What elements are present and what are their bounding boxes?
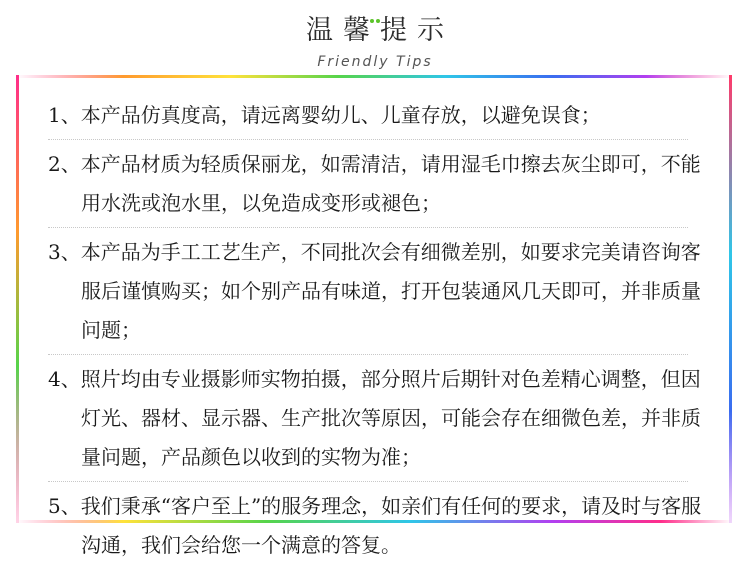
tips-list [48,96,708,565]
divider [48,139,688,141]
divider [48,481,688,483]
tip-1: 1、本产品仿真度高，请远离婴幼儿、儿童存放，以避免误食； [48,103,601,127]
header [0,0,750,80]
tip-5: 5、我们秉承“客户至上”的服务理念，如亲们有任何的要求，请及时与客服沟通，我们会给您一个满意的答复。 [48,494,702,557]
page-title: 温馨提示 [306,15,454,46]
tip-2: 2、本产品材质为轻质保丽龙，如需清洁，请用湿毛巾擦去灰尘即可，不能用水洗或泡水里，以免造成变形或褪色； [48,152,701,215]
tip-3: 3、本产品为手工工艺生产，不同批次会有细微差别，如要求完美请咨询客服后谨慎购买；如个别产品有味道，打开包装通风几天即可，并非质量问题； [48,240,701,342]
divider [48,354,688,356]
page-subtitle: Friendly Tips [317,54,433,70]
divider [48,227,688,229]
tip-4: 4、照片均由专业摄影师实物拍摄，部分照片后期针对色差精心调整，但因灯光、器材、显示器、生产批次等原因，可能会存在细微色差，并非质量问题，产品颜色以收到的实物为准； [48,367,701,469]
